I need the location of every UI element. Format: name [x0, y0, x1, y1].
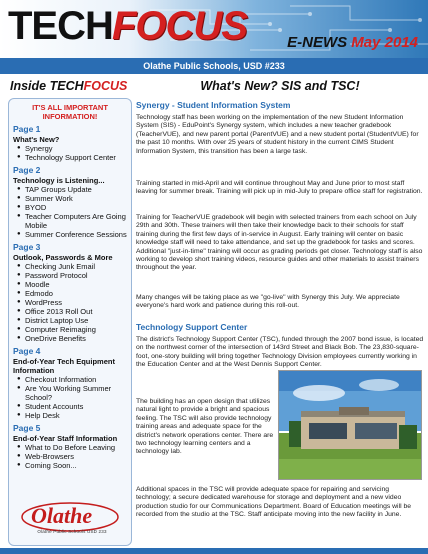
toc-item: ● TAP Groups Update: [13, 185, 127, 194]
toc-heading: End-of-Year Tech Equipment Information: [13, 357, 115, 375]
sidebar-title: [8, 76, 132, 96]
district-bar: Olathe Public Schools, USD #233: [0, 58, 428, 74]
toc-item: ● Office 2013 Roll Out: [13, 307, 127, 316]
toc-item: ● BYOD: [13, 203, 127, 212]
paragraph: The building has an open design that utilizes natural light to provide a bright and spacious feeling. The TSC will also provide technology training areas and adequate space for the district's network operations center. There are two technology learning centers and a technology lab.: [136, 398, 274, 456]
paragraph: Additional spaces in the TSC will provide adequate space for repairing and servicing technology; a secure dedicated warehouse for storage and deployment and a new video production studio for our Communications Department. Board of Education meetings will be recorded from the studio at the TSC. Staff anticipate moving into the new facility in June.: [136, 486, 412, 519]
tsc-building-photo: [278, 370, 422, 480]
enews-label: E-NEWS: [287, 34, 348, 51]
paragraph: Technology staff has been working on the implementation of the new Student Information System (SIS) - EduPoint's Synergy system, which includes a new teacher gradebook (TeacherVUE), and new parent portal (ParentVUE) and a new student portal (StudentVUE) for the past 10 months. With over 25 years of student history in the current CIMS Student Information System, this transition has been a large task.: [136, 114, 419, 155]
toc-item: ● Computer Reimaging: [13, 325, 127, 334]
paragraph: Training for TeacherVUE gradebook will begin with selected trainers from each school on July 29th and 30th. These trainers will then take their knowledge back to their schools for staff training during the first few days of in-service in August. Early training will center on basic knowledge staff will need to take attendance, and set up the gradebook for tasks and scores. Additional "just-in-time" training will occur as grading periods get closer. Technology staff is also working to develop short training videos, resource guides and other materials to assist trainers throughout the year.: [136, 214, 423, 272]
toc-item: ● Summer Work: [13, 194, 127, 203]
important-note: IT'S ALL IMPORTANT INFORMATION!: [32, 103, 108, 121]
toc-heading: End-of-Year Staff Information: [13, 434, 118, 443]
toc-item: ● Help Desk: [13, 411, 127, 420]
tsc-section: [136, 322, 424, 333]
toc-page-label: Page 3: [13, 242, 41, 252]
tsc-heading: Technology Support Center: [136, 322, 248, 332]
paragraph: [136, 336, 424, 370]
sidebar-contents-box: [8, 98, 132, 546]
toc-item: ● Summer Conference Sessions: [13, 230, 127, 239]
toc-item: ● Synergy: [13, 144, 127, 153]
olathe-logo: [17, 499, 123, 539]
toc-item: ● OneDrive Benefits: [13, 334, 127, 343]
toc-section-3: [13, 242, 127, 343]
toc-item: ● Checkout Information: [13, 375, 127, 384]
toc-section-2: [13, 165, 127, 239]
toc-page-label: Page 4: [13, 346, 41, 356]
toc-item: ● Are You Working Summer School?: [13, 384, 127, 402]
toc-item: ● Password Protocol: [13, 271, 127, 280]
toc-item: ● Edmodo: [13, 289, 127, 298]
synergy-section: [136, 100, 424, 111]
toc-page-label: Page 1: [13, 124, 41, 134]
toc-section-4: [13, 346, 127, 420]
toc-section-1: [13, 124, 127, 162]
toc-item: ● Web-Browsers: [13, 452, 127, 461]
toc-item: ● Student Accounts: [13, 402, 127, 411]
paragraph: Many changes will be taking place as we "go-live" with Synergy this July. We appreciate everyone's hard work and patience during this roll-out.: [136, 294, 400, 310]
toc-item: ● Teacher Computers Are Going Mobile: [13, 212, 127, 230]
toc-item: ● District Laptop Use: [13, 316, 127, 325]
main-article: [136, 76, 424, 546]
toc-heading: What's New?: [13, 135, 60, 144]
paragraph: Training started in mid-April and will continue throughout May and June prior to most staff leaving for summer break. Training will pick up in mid-July to prepare office staff for registration.: [136, 180, 423, 196]
toc-item: ● Moodle: [13, 280, 127, 289]
sidebar-title-left: Inside TECH: [10, 79, 84, 93]
page-title: What's New? SIS and TSC!: [200, 79, 360, 93]
edition-date: May 2014: [351, 34, 418, 51]
edition-label: [287, 34, 418, 52]
footer-stripe: [0, 548, 428, 554]
toc-item: ● WordPress: [13, 298, 127, 307]
toc-item: ● Checking Junk Email: [13, 262, 127, 271]
toc-item: ● Technology Support Center: [13, 153, 127, 162]
sidebar: [8, 76, 132, 546]
sidebar-title-right: FOCUS: [83, 79, 128, 93]
building-image-icon: [279, 371, 422, 480]
toc-item: ● What to Do Before Leaving: [13, 443, 127, 452]
toc-section-5: [13, 423, 127, 470]
olathe-logo-word: Olathe: [31, 503, 93, 528]
logo-tech-word: TECH: [8, 4, 113, 48]
logo-focus-word: FOCUS: [112, 4, 247, 48]
synergy-heading: Synergy - Student Information System: [136, 100, 291, 110]
toc-page-label: Page 2: [13, 165, 41, 175]
paragraph-text: The district's Technology Support Center (TSC), funded through the 2007 bond issue, is located on the northwest corner of the intersection of 143rd Street and Black Bob. The 23,830-square-foot, one-story building will bring together Technology Division employees currently working in the Education Center and at the West Dennis Support Center.: [136, 336, 424, 369]
toc-heading: Technology is Listening...: [13, 176, 105, 185]
masthead: [0, 0, 428, 58]
toc-heading: Outlook, Passwords & More: [13, 253, 113, 262]
toc-page-label: Page 5: [13, 423, 41, 433]
olathe-logo-subtitle: Olathe Public Schools USD 233: [37, 529, 107, 534]
toc-item: ● Coming Soon...: [13, 461, 127, 470]
